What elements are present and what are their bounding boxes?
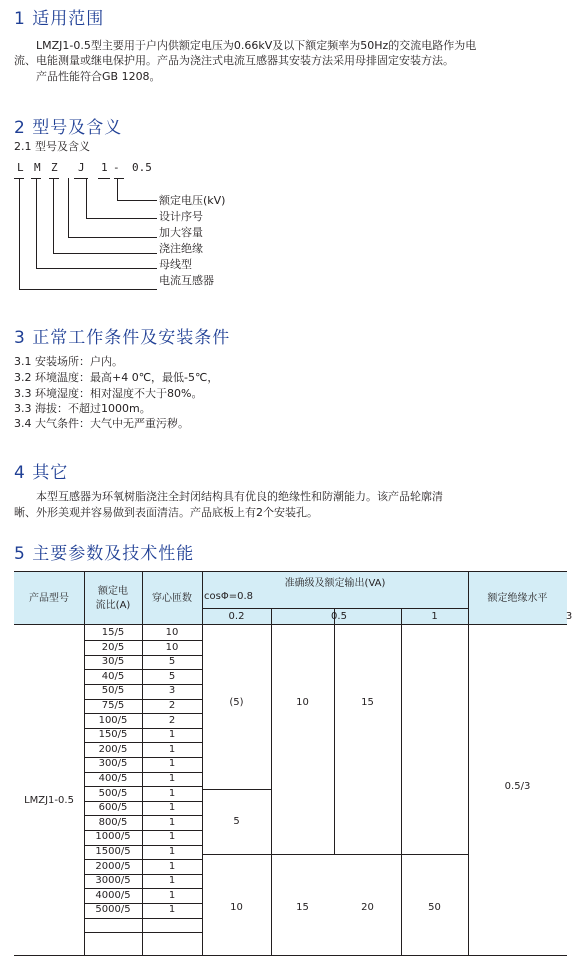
header-cos: cosΦ=0.8 [204,591,253,602]
model-char-j: J [78,161,85,174]
cell-ratio: 300/5 [98,758,128,770]
cell-g1-class-0-5: 10 [296,697,309,708]
label-enlarged-capacity: 加大容量 [159,226,203,239]
header-turns: 穿心匝数 [152,593,192,604]
cell-turns: 2 [168,714,176,726]
cell-ratio: 500/5 [98,787,128,799]
cell-ratio: 100/5 [98,714,128,726]
cell-ratio: 50/5 [101,685,125,697]
label-busbar-type: 母线型 [159,258,192,271]
model-char-1: 1 [101,161,108,174]
cell-turns: 1 [168,889,176,901]
cell-ratio: 15/5 [101,627,125,638]
model-char-l: L [17,161,24,174]
cell-turns: 5 [168,656,176,668]
section-4-line-2: 晰、外形美观并容易做到表面清洁。产品底板上有2个安装孔。 [14,506,318,519]
cell-g3-extra: 50 [428,902,441,913]
cell-turns: 1 [168,729,176,741]
parameters-table [14,571,573,961]
row-divider [84,932,202,933]
cell-turns: 2 [168,700,176,711]
cell-ratio: 1000/5 [95,831,131,843]
cell-ratio: 5000/5 [95,904,131,916]
cell-ratio: 150/5 [98,729,128,741]
label-cast-insulation: 浇注绝缘 [159,242,203,255]
section-4-line-1: 本型互感器为环氧树脂浇注全封闭结构具有优良的绝缘性和防潮能力。该产品轮廓清 [36,490,443,503]
cell-g1-class-0-2: (5) [229,697,244,708]
cell-turns: 3 [168,685,176,697]
cell-ratio: 75/5 [101,700,125,711]
cell-turns: 1 [168,816,176,828]
section-1-para-line-2: 流、电能测量或继电保护用。产品为浇注式电流互感器其安装方法采用母排固定安装方法。 [14,54,454,67]
cell-ratio: 30/5 [101,656,125,668]
cell-turns: 5 [168,670,176,682]
cell-ratio: 400/5 [98,773,128,784]
cell-g1-class-1: 15 [361,697,374,708]
section-1-title: 1 适用范围 [14,9,105,29]
section-3-title: 3 正常工作条件及安装条件 [14,328,231,348]
model-char-voltage: 0.5 [132,161,152,174]
header-margin-number: 3 [565,611,573,622]
row-divider [84,918,202,919]
cell-ratio: 3000/5 [95,875,131,887]
label-current-transformer: 电流互感器 [159,274,214,287]
condition-item: 3.3 环境湿度：相对湿度不大于80%。 [14,387,203,400]
header-accuracy: 准确级及额定输出(VA) [284,578,386,589]
cell-model: LMZJ1-0.5 [24,795,74,806]
label-rated-voltage: 额定电压(kV) [159,194,226,207]
cell-ratio: 800/5 [98,816,128,828]
cell-turns: 1 [168,758,176,770]
cell-ratio: 4000/5 [95,889,131,901]
cell-turns: 1 [168,743,176,755]
cell-g2-class-0-2: 5 [233,816,240,827]
condition-item: 3.2 环境温度：最高+4 0℃，最低-5℃， [14,371,219,384]
cell-turns: 10 [165,627,179,638]
section-1-para-2: 产品性能符合GB 1208。 [36,70,161,83]
label-design-serial: 设计序号 [159,210,203,223]
condition-item: 3.1 安装场所：户内。 [14,355,123,368]
condition-item: 3.3 海拔：不超过1000m。 [14,402,151,415]
cell-ratio: 1500/5 [95,846,131,857]
cell-turns: 1 [168,875,176,887]
cell-ratio: 40/5 [101,670,125,682]
section-1-para-line-1: LMZJ1-0.5型主要用于户内供额定电压为0.66kV及以下额定频率为50Hz的交流电路作为电 [36,39,477,52]
section-2-subtitle: 2.1 型号及含义 [14,140,90,153]
cell-g3-class-0-5: 15 [296,902,309,913]
cell-g3-class-0-2: 10 [230,902,243,913]
header-class-0-5: 0.5 [331,611,347,622]
cell-turns: 1 [168,787,176,799]
cell-turns: 1 [168,846,176,857]
cell-g3-class-1: 20 [361,902,374,913]
model-char-m: M [34,161,41,174]
cell-turns: 1 [168,773,176,784]
model-char-z: Z [51,161,58,174]
header-ratio-1: 额定电 [98,586,128,597]
model-char-dash: - [113,161,120,174]
cell-turns: 1 [168,860,176,872]
cell-ratio: 2000/5 [95,860,131,872]
header-insulation: 额定绝缘水平 [487,593,548,604]
cell-ratio: 20/5 [101,641,125,653]
section-5-title: 5 主要参数及技术性能 [14,544,195,564]
cell-turns: 1 [168,802,176,814]
section-2-title: 2 型号及含义 [14,118,123,138]
cell-ratio: 200/5 [98,743,128,755]
cell-turns: 10 [165,641,179,653]
cell-ratio: 600/5 [98,802,128,814]
header-model: 产品型号 [29,593,69,604]
cell-turns: 1 [168,904,176,916]
header-ratio-2: 流比(A) [95,600,131,611]
condition-item: 3.4 大气条件：大气中无严重污秽。 [14,417,189,430]
header-class-1: 1 [431,611,438,622]
cell-insulation: 0.5/3 [504,781,531,792]
cell-turns: 1 [168,831,176,843]
header-class-0-2: 0.2 [228,611,245,622]
section-4-title: 4 其它 [14,463,69,483]
